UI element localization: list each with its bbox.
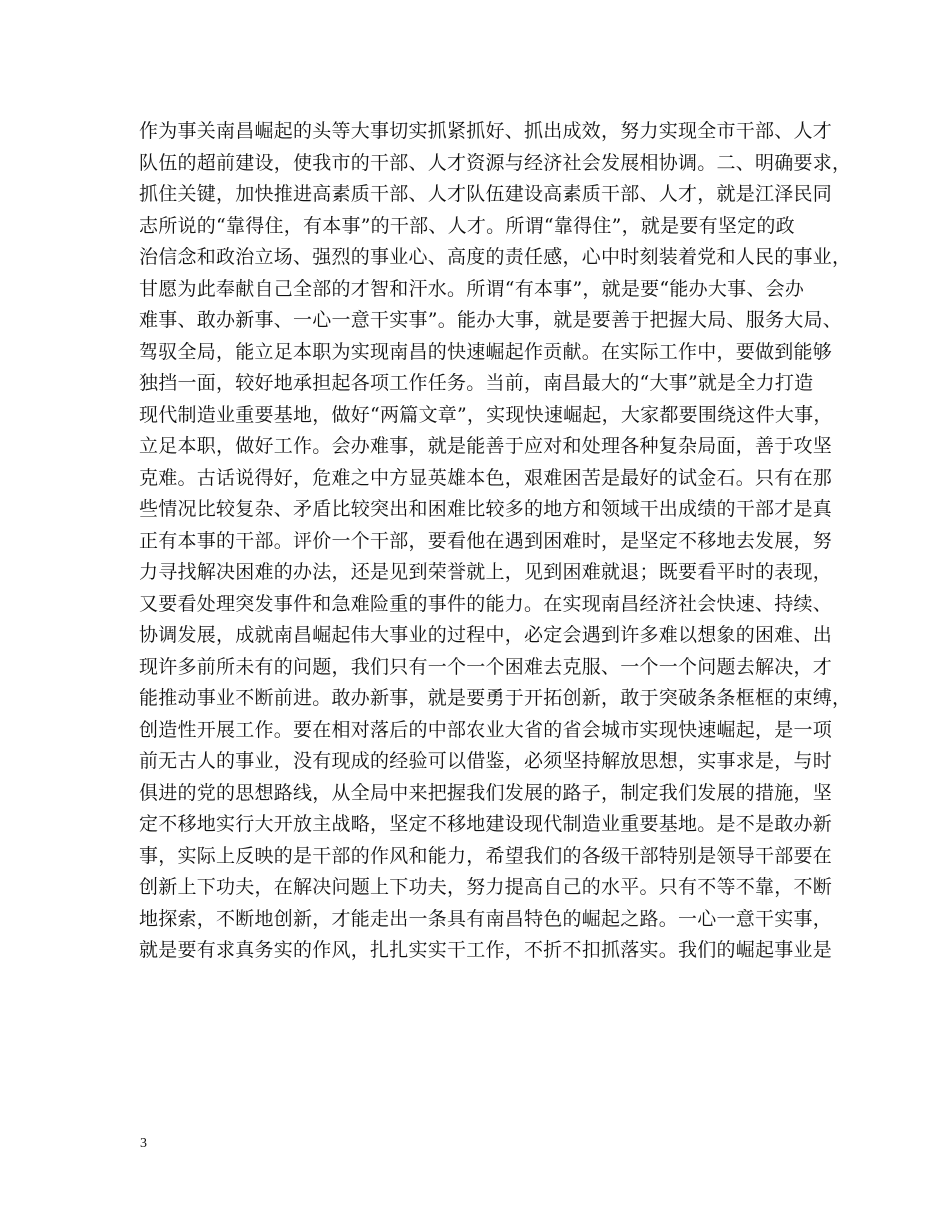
text-line: 现许多前所未有的问题，我们只有一个一个困难去克服、一个一个问题去解决，才 (139, 655, 833, 678)
text-line: 俱进的党的思想路线，从全局中来把握我们发展的路子，制定我们发展的措施，坚 (139, 781, 833, 804)
text-line: 志所说的“靠得住，有本事”的干部、人才。所谓“靠得住”，就是要有坚定的政 (139, 214, 795, 237)
text-line: 甘愿为此奉献自己全部的才智和汗水。所谓“有本事”，就是要“能办大事、会办 (139, 277, 805, 300)
text-line: 能推动事业不断前进。敢办新事，就是要勇于开拓创新，敢于突破条条框框的束缚， (139, 687, 852, 709)
text-line: 协调发展，成就南昌崛起伟大事业的过程中，必定会遇到许多难以想象的困难、出 (139, 624, 833, 646)
text-line: 立足本职，做好工作。会办难事，就是能善于应对和处理各种复杂局面，善于攻坚 (139, 435, 833, 457)
body-text (139, 116, 852, 967)
text-line: 抓住关键，加快推进高素质干部、人才队伍建设高素质干部、人才，就是江泽民同 (139, 183, 833, 205)
text-line: 现代制造业重要基地，做好“两篇文章”，实现快速崛起，大家都要围绕这件大事， (139, 403, 833, 426)
text-line: 定不移地实行大开放主战略，坚定不移地建设现代制造业重要基地。是不是敢办新 (139, 813, 833, 835)
text-line: 独挡一面，较好地承担起各项工作任务。当前，南昌最大的“大事”就是全力打造 (139, 372, 814, 394)
text-line: 正有本事的干部。评价一个干部，要看他在遇到困难时，是坚定不移地去发展，努 (139, 529, 833, 552)
text-line: 创造性开展工作。要在相对落后的中部农业大省的省会城市实现快速崛起，是一项 (139, 718, 833, 741)
text-line: 又要看处理突发事件和急难险重的事件的能力。在实现南昌经济社会快速、持续、 (139, 592, 833, 615)
text-line: 克难。古话说得好，危难之中方显英雄本色，艰难困苦是最好的试金石。只有在那 (139, 466, 833, 489)
text-line: 地探索，不断地创新，才能走出一条具有南昌特色的崛起之路。一心一意干实事， (139, 907, 833, 930)
text-line: 力寻找解决困难的办法，还是见到荣誉就上，见到困难就退；既要看平时的表现， (139, 561, 833, 583)
text-line: 些情况比较复杂、矛盾比较突出和困难比较多的地方和领域干出成绩的干部才是真 (139, 498, 833, 520)
text-line: 事，实际上反映的是干部的作风和能力，希望我们的各级干部特别是领导干部要在 (139, 844, 833, 867)
text-line: 驾驭全局，能立足本职为实现南昌的快速崛起作贡献。在实际工作中，要做到能够 (139, 340, 833, 363)
text-line: 创新上下功夫，在解决问题上下功夫，努力提高自己的水平。只有不等不靠，不断 (139, 876, 833, 898)
text-line: 前无古人的事业，没有现成的经验可以借鉴，必须坚持解放思想，实事求是，与时 (139, 750, 833, 772)
text-line: 作为事关南昌崛起的头等大事切实抓紧抓好、抓出成效，努力实现全市干部、人才 (139, 120, 833, 142)
text-line: 治信念和政治立场、强烈的事业心、高度的责任感，心中时刻装着党和人民的事业， (139, 246, 852, 268)
text-line: 难事、敢办新事、一心一意干实事”。能办大事，就是要善于把握大局、服务大局、 (139, 309, 842, 331)
page-number: 3 (140, 1136, 147, 1151)
text-line: 队伍的超前建设，使我市的干部、人才资源与经济社会发展相协调。二、明确要求， (139, 151, 852, 174)
text-line: 就是要有求真务实的作风，扎扎实实干工作，不折不扣抓落实。我们的崛起事业是 (139, 939, 833, 961)
